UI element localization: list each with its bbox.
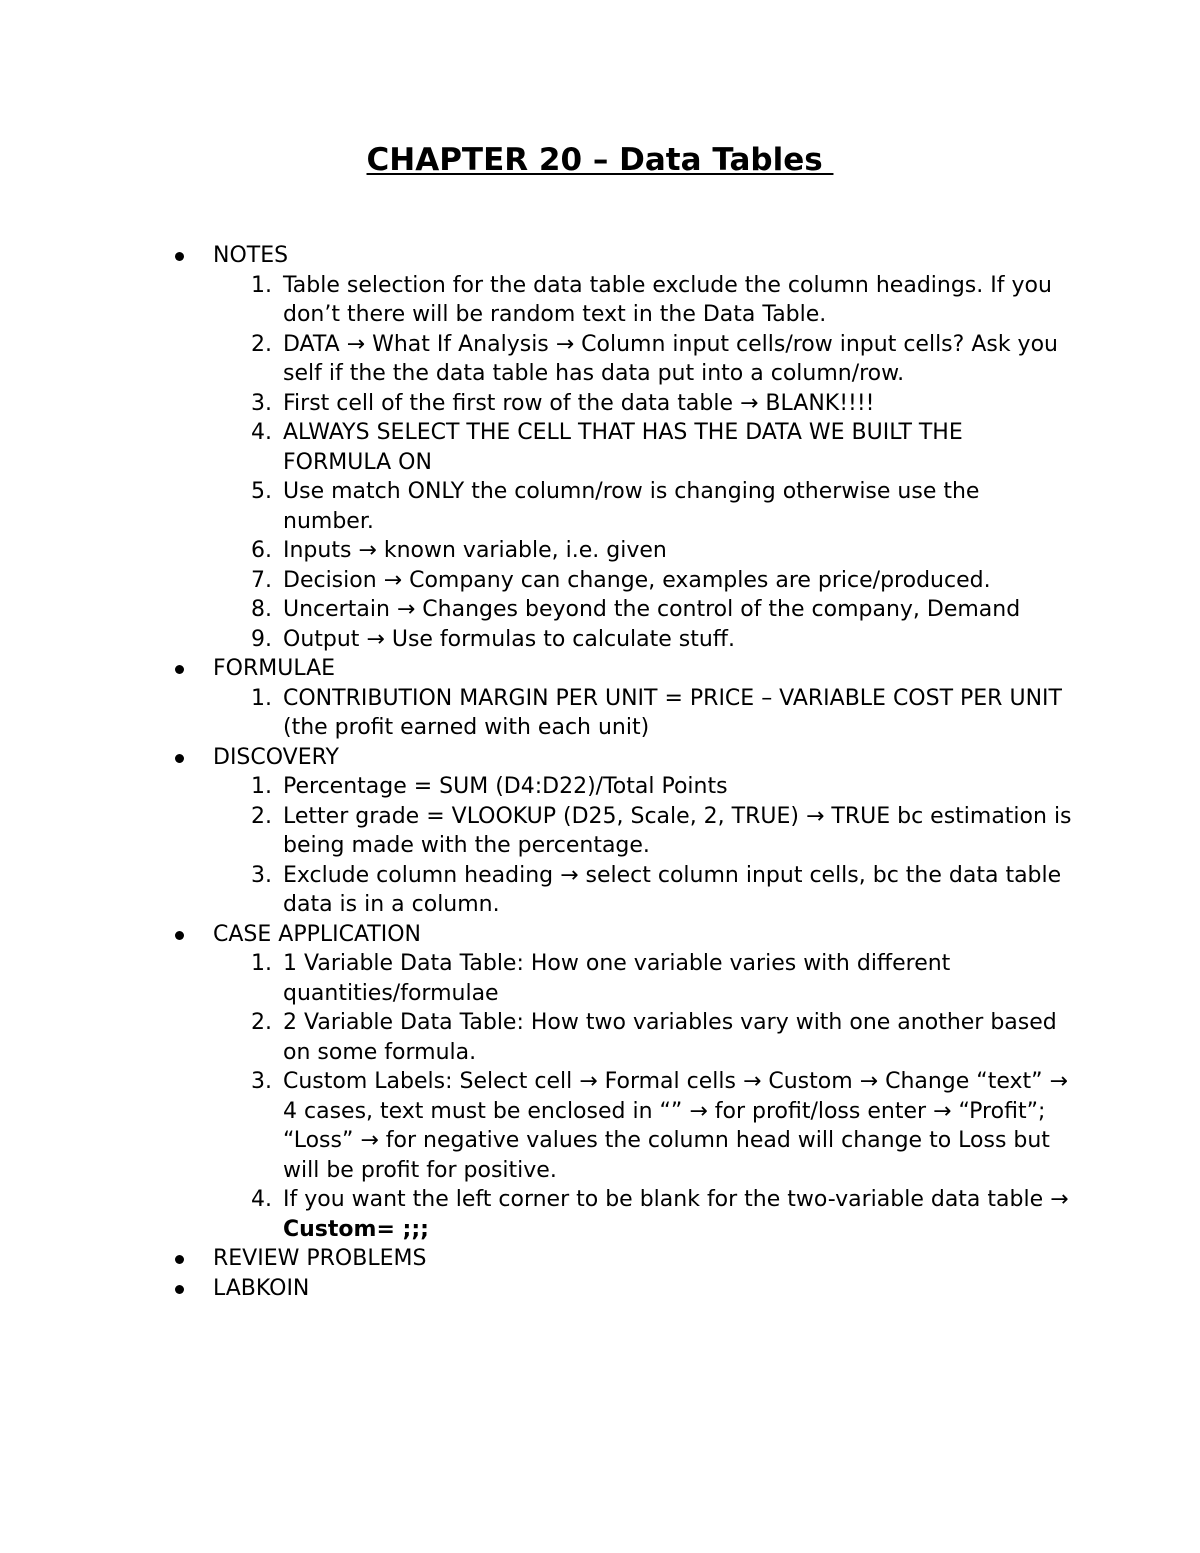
- section-label: REVIEW PROBLEMS: [213, 1246, 427, 1271]
- list-item-text-plain: Percentage = SUM (D4:D22)/Total Points: [283, 774, 728, 799]
- list-item-text: [283, 1067, 1073, 1185]
- list-item-number: 4.: [251, 420, 272, 445]
- list-item-number: 2.: [251, 1010, 272, 1035]
- list-item-text-plain: ALWAYS SELECT THE CELL THAT HAS THE DATA WE BUILT THE FORMULA ON: [283, 420, 963, 475]
- list-item: [0, 772, 1200, 802]
- list-item-text: [283, 477, 1073, 536]
- list-item-text: [283, 595, 1073, 625]
- list-item-number: 1.: [251, 951, 272, 976]
- section-heading: [0, 1244, 1200, 1274]
- list-item-text: [283, 330, 1073, 389]
- list-item-number: 4.: [251, 1187, 272, 1212]
- list-item: [0, 536, 1200, 566]
- list-item-text-plain: Inputs → known variable, i.e. given: [283, 538, 667, 563]
- list-item-text: [283, 684, 1073, 743]
- list-item-text: [283, 566, 1073, 596]
- section-label: FORMULAE: [213, 656, 336, 681]
- outline-list: [0, 241, 1200, 1303]
- list-item: [0, 949, 1200, 1008]
- list-item-text: [283, 418, 1073, 477]
- list-item-text: [283, 1185, 1073, 1244]
- list-item: [0, 684, 1200, 743]
- bullet-icon: [175, 754, 184, 763]
- section-label: LABKOIN: [213, 1275, 310, 1301]
- list-item-text: [283, 271, 1073, 330]
- list-item-number: 1.: [251, 272, 272, 298]
- list-item-text-plain: Uncertain → Changes beyond the control of the company, Demand: [283, 597, 1021, 622]
- section-label: DISCOVERY: [213, 744, 339, 770]
- section-case-application: [0, 920, 1200, 1245]
- list-item: [0, 330, 1200, 389]
- list-item-text: [283, 772, 1073, 802]
- list-item: [0, 271, 1200, 330]
- list-item: [0, 389, 1200, 419]
- list-item-text: [283, 949, 1073, 1008]
- list-item-number: 7.: [251, 567, 272, 593]
- list-item: [0, 1008, 1200, 1067]
- list-item-number: 9.: [251, 626, 272, 652]
- list-item: [0, 1185, 1200, 1244]
- bullet-icon: [175, 665, 184, 674]
- list-item: [0, 566, 1200, 596]
- numbered-list: [0, 772, 1200, 920]
- bullet-icon: [175, 931, 184, 940]
- list-item-number: 2.: [251, 803, 272, 829]
- section-heading: [0, 241, 1200, 271]
- bullet-icon: [175, 1285, 184, 1294]
- list-item-text-plain: Output → Use formulas to calculate stuff.: [283, 626, 735, 652]
- list-item: [0, 477, 1200, 536]
- section-labkoin: [0, 1274, 1200, 1304]
- list-item-text: [283, 802, 1073, 861]
- list-item-text: [283, 536, 1073, 566]
- numbered-list: [0, 684, 1200, 743]
- list-item-text-plain: 1 Variable Data Table: How one variable varies with different quantities/formulae: [283, 951, 951, 1006]
- list-item: [0, 1067, 1200, 1185]
- list-item-text-plain: CONTRIBUTION MARGIN PER UNIT = PRICE – VARIABLE COST PER UNIT (the profit earned with each unit): [283, 685, 1062, 740]
- list-item-text-plain: If you want the left corner to be blank for the two-variable data table →: [283, 1187, 1069, 1212]
- section-notes: [0, 241, 1200, 654]
- list-item: [0, 625, 1200, 655]
- list-item-text-plain: Decision → Company can change, examples are price/produced.: [283, 567, 991, 593]
- list-item-text: [283, 861, 1073, 920]
- section-discovery: [0, 743, 1200, 920]
- list-item-text-bold: Custom= ;;;: [283, 1216, 429, 1242]
- list-item-number: 8.: [251, 597, 272, 622]
- section-heading: [0, 743, 1200, 773]
- list-item-text-plain: Use match ONLY the column/row is changing otherwise use the number.: [283, 479, 980, 534]
- section-heading: [0, 920, 1200, 950]
- list-item-text-plain: Table selection for the data table exclude the column headings. If you don’t there will be random text in the Data Table.: [283, 272, 1052, 327]
- list-item-text-plain: Exclude column heading → select column input cells, bc the data table data is in a column.: [283, 862, 1062, 917]
- list-item-text-plain: First cell of the first row of the data table → BLANK!!!!: [283, 390, 875, 416]
- section-label: NOTES: [213, 243, 289, 268]
- list-item-number: 1.: [251, 774, 272, 799]
- list-item-text-plain: 2 Variable Data Table: How two variables vary with one another based on some formula.: [283, 1010, 1057, 1065]
- list-item: [0, 861, 1200, 920]
- list-item-number: 1.: [251, 685, 272, 711]
- section-review-problems: [0, 1244, 1200, 1274]
- list-item-number: 2.: [251, 331, 272, 357]
- list-item-number: 6.: [251, 538, 272, 563]
- list-item-number: 5.: [251, 479, 272, 504]
- bullet-icon: [175, 252, 184, 261]
- list-item-text: [283, 389, 1073, 419]
- list-item-text-plain: Custom Labels: Select cell → Formal cells → Custom → Change “text” → 4 cases, text must be enclosed in “” → for profit/loss enter → “Profit”; “Loss” → for negative values the column head will change to Loss but will be profit for positive.: [283, 1069, 1068, 1183]
- bullet-icon: [175, 1255, 184, 1264]
- section-heading: [0, 1274, 1200, 1304]
- section-formulae: [0, 654, 1200, 743]
- list-item: [0, 418, 1200, 477]
- list-item-number: 3.: [251, 390, 272, 416]
- list-item-number: 3.: [251, 1069, 272, 1094]
- numbered-list: [0, 949, 1200, 1244]
- numbered-list: [0, 271, 1200, 655]
- list-item-text: [283, 625, 1073, 655]
- page-title: CHAPTER 20 – Data Tables: [366, 142, 834, 178]
- list-item: [0, 802, 1200, 861]
- list-item-text: [283, 1008, 1073, 1067]
- section-label: CASE APPLICATION: [213, 921, 422, 947]
- list-item: [0, 595, 1200, 625]
- list-item-text-plain: DATA → What If Analysis → Column input cells/row input cells? Ask you self if the the data table has data put into a column/row.: [283, 331, 1058, 386]
- section-heading: [0, 654, 1200, 684]
- list-item-text-plain: Letter grade = VLOOKUP (D25, Scale, 2, TRUE) → TRUE bc estimation is being made with the percentage.: [283, 803, 1072, 858]
- list-item-number: 3.: [251, 862, 272, 888]
